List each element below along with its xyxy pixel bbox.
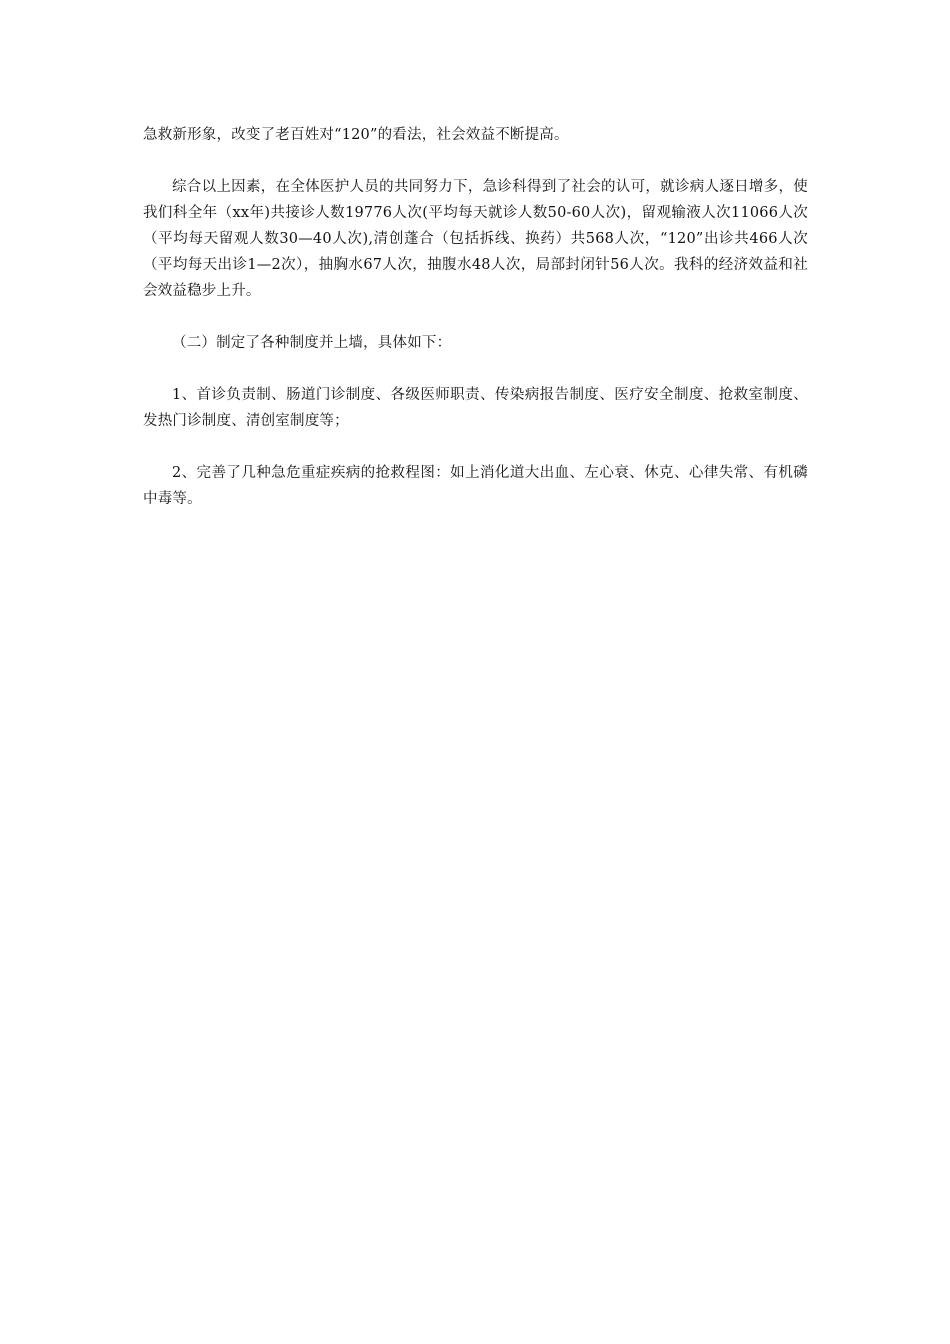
paragraph-item-2: 2、完善了几种急危重症疾病的抢救程图：如上消化道大出血、左心衰、休克、心律失常、有机磷中毒等。 — [143, 465, 808, 507]
paragraph-continuation: 急救新形象，改变了老百姓对“120”的看法，社会效益不断提高。 — [143, 127, 569, 143]
paragraph-item-1: 1、首诊负责制、肠道门诊制度、各级医师职责、传染病报告制度、医疗安全制度、抢救室制度、发热门诊制度、清创室制度等； — [143, 387, 808, 429]
paragraph-section-heading: （二）制定了各种制度并上墙，具体如下： — [172, 335, 452, 351]
document-body — [143, 122, 808, 538]
paragraph-summary: 综合以上因素，在全体医护人员的共同努力下，急诊科得到了社会的认可，就诊病人逐日增多，使我们科全年（xx年)共接诊人数19776人次(平均每天就诊人数50-60人次)，留观输液人次11066人次（平均每天留观人数30—40人次),清创蓬合（包括拆线、换药）共568人次，“120”出诊共466人次（平均每天出诊1—2次），抽胸水67人次，抽腹水48人次，局部封闭针56人次。我科的经济效益和社会效益稳步上升。 — [143, 179, 808, 299]
